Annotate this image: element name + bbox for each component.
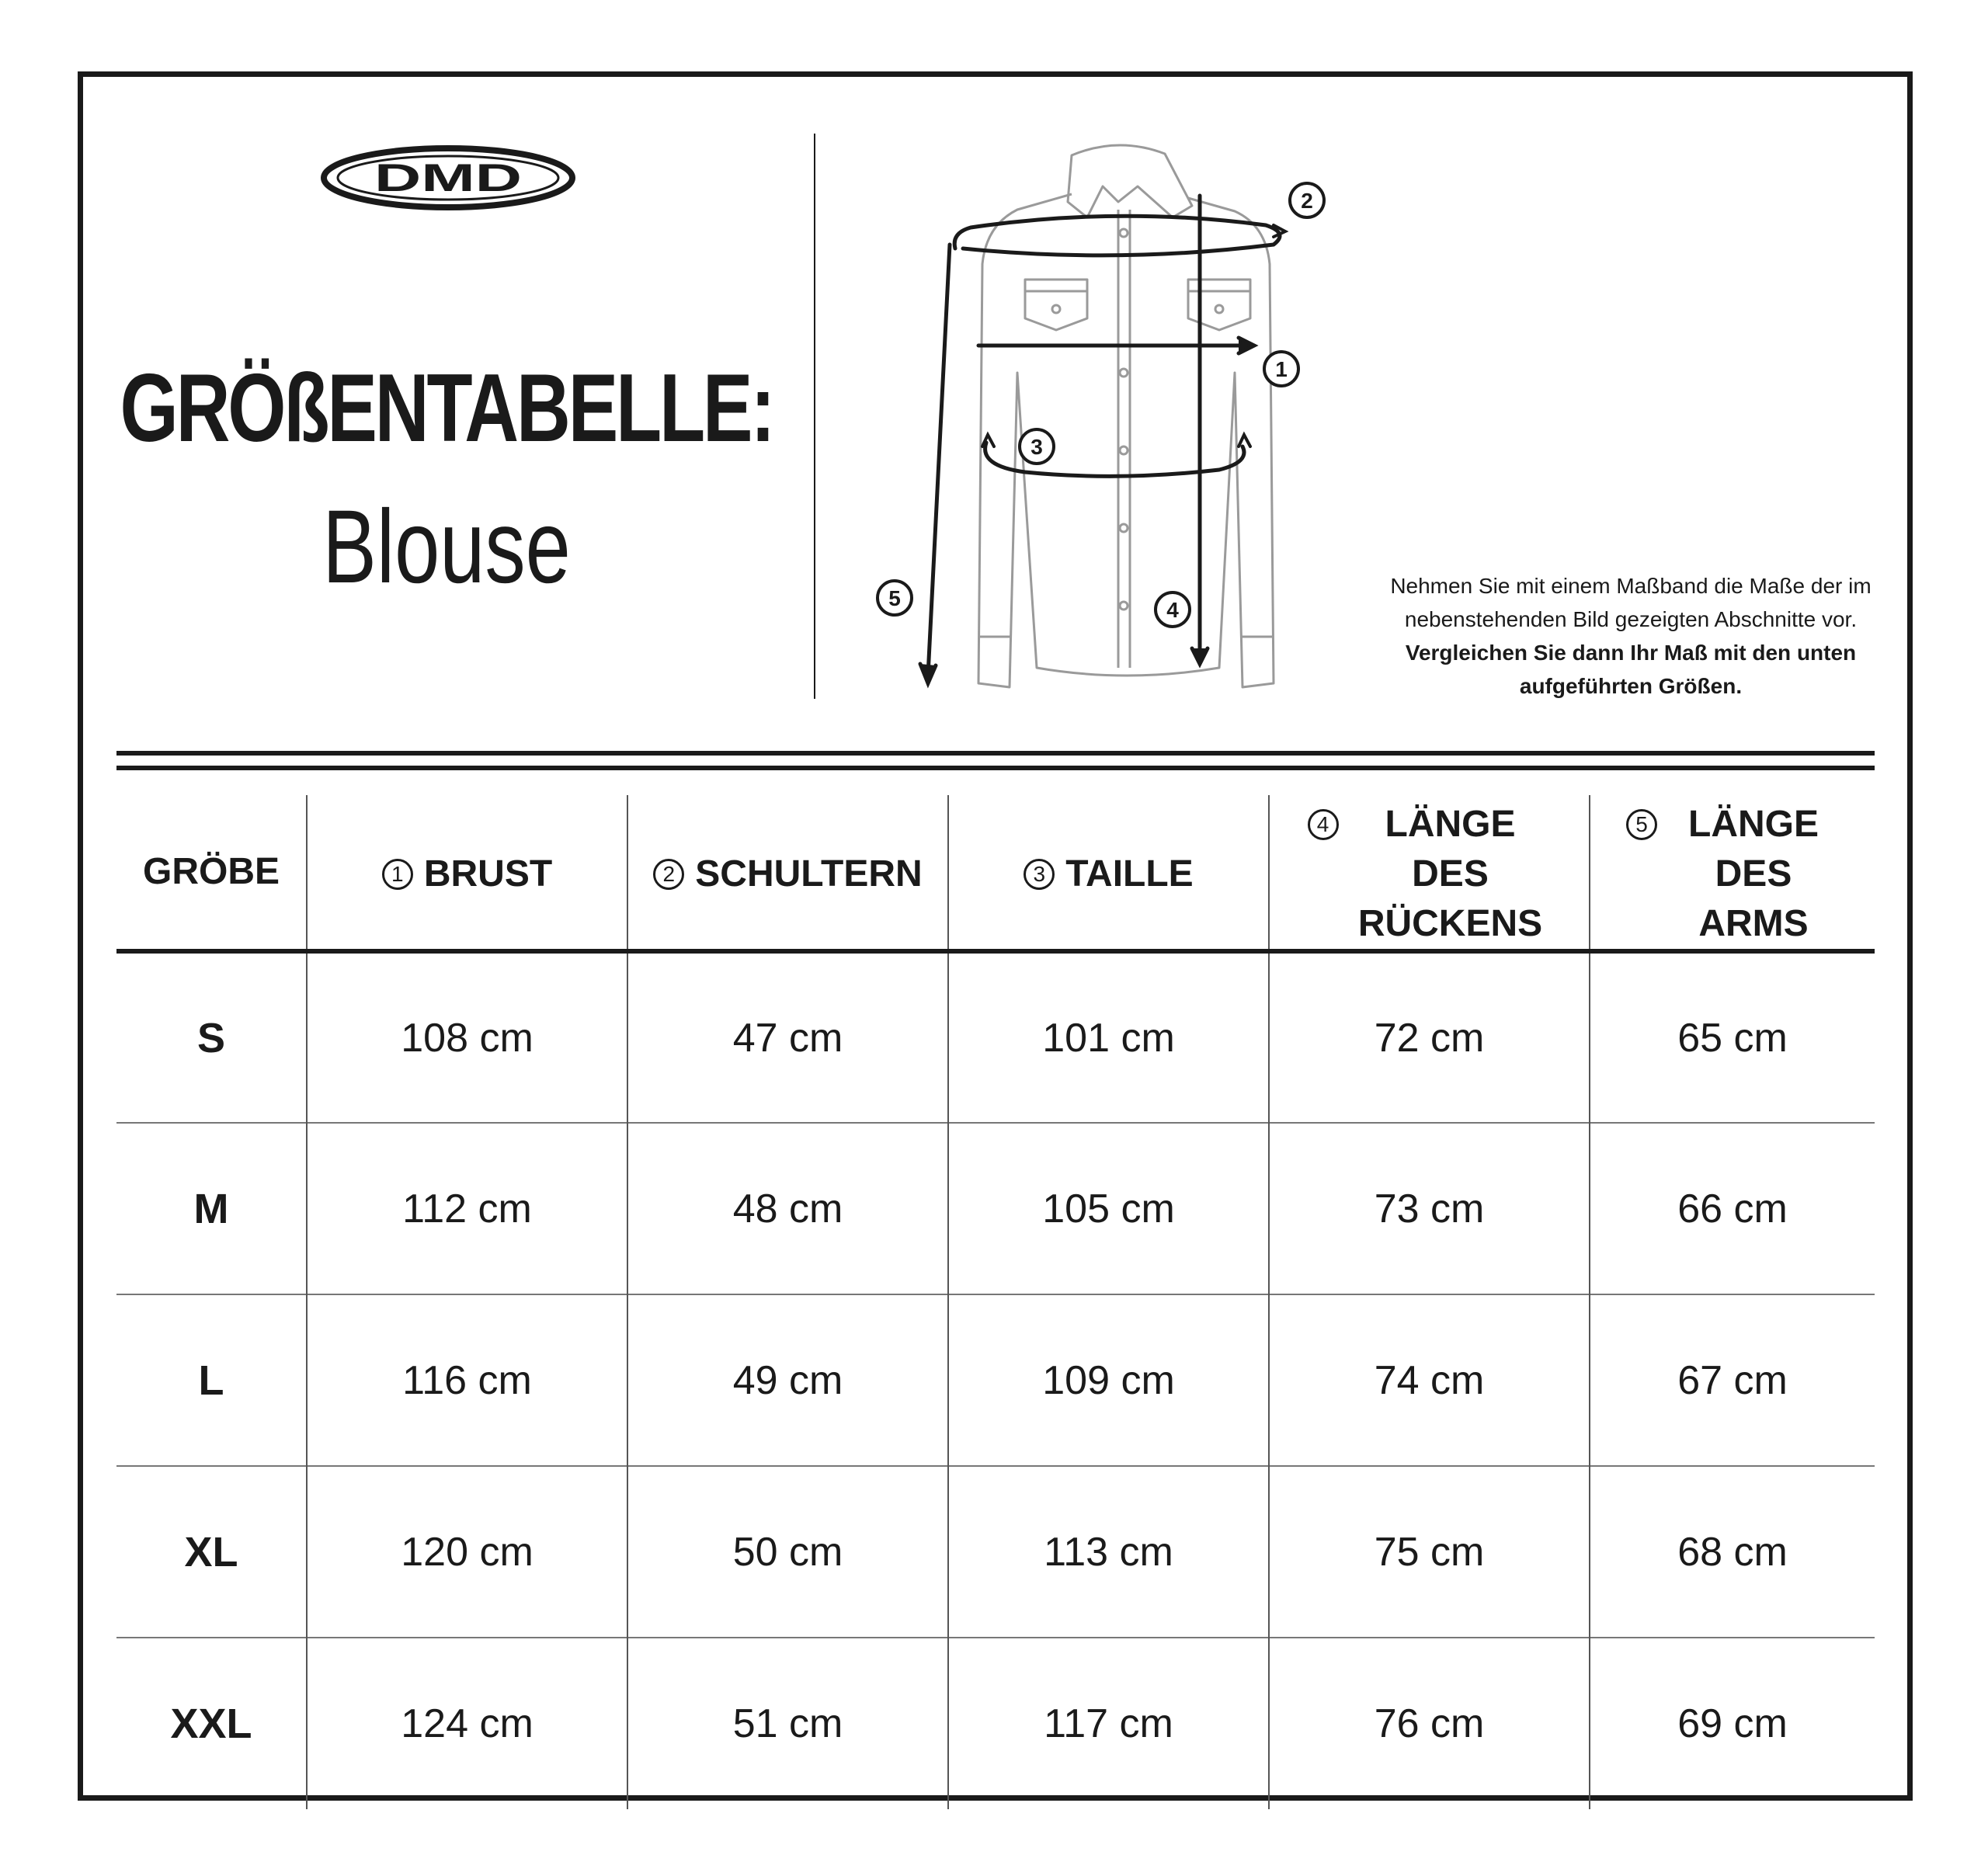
value-cell: 120 cm: [307, 1466, 627, 1638]
table-header-row: [116, 795, 1875, 951]
value-cell: 68 cm: [1590, 1466, 1875, 1638]
table-row: [116, 951, 1875, 1123]
value-cell: 74 cm: [1269, 1294, 1590, 1466]
value-cell: 66 cm: [1590, 1123, 1875, 1294]
value-cell: 67 cm: [1590, 1294, 1875, 1466]
col-header-shoulders: 2 SCHULTERN: [627, 795, 948, 951]
value-cell: 69 cm: [1590, 1638, 1875, 1809]
shirt-measurement-diagram: [854, 140, 1382, 707]
instruction-line: Vergleichen Sie dann Ihr Maß mit den unten: [1405, 641, 1857, 665]
table-row: [116, 1466, 1875, 1638]
marker-4: [1156, 592, 1190, 627]
value-cell: 72 cm: [1269, 951, 1590, 1123]
col-header-waist: 3 TAILLE: [948, 795, 1269, 951]
value-cell: 51 cm: [627, 1638, 948, 1809]
marker-1: [1264, 352, 1298, 386]
svg-text:2: 2: [1301, 189, 1313, 213]
double-rule-bottom: [116, 766, 1875, 770]
value-cell: 116 cm: [307, 1294, 627, 1466]
marker-3: [1020, 429, 1054, 464]
marker-2: [1290, 183, 1324, 217]
table-row: [116, 1294, 1875, 1466]
value-cell: 113 cm: [948, 1466, 1269, 1638]
value-cell: 109 cm: [948, 1294, 1269, 1466]
instruction-line: nebenstehenden Bild gezeigten Abschnitte vor.: [1404, 607, 1858, 631]
col-header-chest: 1 BRUST: [307, 795, 627, 951]
marker-5: [878, 581, 912, 615]
value-cell: 47 cm: [627, 951, 948, 1123]
value-cell: 50 cm: [627, 1466, 948, 1638]
header-divider: [814, 134, 815, 699]
value-cell: 76 cm: [1269, 1638, 1590, 1809]
size-cell: XXL: [116, 1638, 307, 1809]
value-cell: 101 cm: [948, 951, 1269, 1123]
size-cell: S: [196, 1014, 226, 1061]
col-header-back-length: 4 LÄNGE DES RÜCKENS: [1269, 795, 1590, 951]
double-rule-top: [116, 751, 1875, 756]
instruction-line: Nehmen Sie mit einem Maßband die Maße der im: [1390, 574, 1872, 598]
value-cell: 49 cm: [627, 1294, 948, 1466]
instruction-line: aufgeführten Größen.: [1519, 674, 1743, 698]
value-cell: 65 cm: [1590, 951, 1875, 1123]
value-cell: 75 cm: [1269, 1466, 1590, 1638]
size-cell: L: [116, 1294, 307, 1466]
logo-text: DMD: [374, 156, 522, 200]
size-cell: XL: [116, 1466, 307, 1638]
dmd-logo: [320, 144, 576, 211]
shirt-icon: [978, 145, 1274, 687]
col-header-arm-length: 5 LÄNGE DES ARMS: [1590, 795, 1875, 951]
svg-text:5: 5: [888, 586, 901, 610]
page-title: GRÖßENTABELLE:: [120, 355, 773, 462]
value-cell: 108 cm: [307, 951, 627, 1123]
value-cell: 73 cm: [1269, 1123, 1590, 1294]
measuring-instructions: [1367, 569, 1895, 703]
svg-text:4: 4: [1166, 598, 1179, 622]
col-header-size: GRÖBE: [116, 795, 307, 951]
size-cell: M: [116, 1123, 307, 1294]
svg-text:3: 3: [1030, 435, 1043, 459]
value-cell: 117 cm: [948, 1638, 1269, 1809]
value-cell: 105 cm: [948, 1123, 1269, 1294]
value-cell: 48 cm: [627, 1123, 948, 1294]
product-name: Blouse: [322, 489, 571, 605]
table-row: [116, 1638, 1875, 1809]
value-cell: 112 cm: [307, 1123, 627, 1294]
value-cell: 124 cm: [307, 1638, 627, 1809]
svg-text:1: 1: [1275, 357, 1288, 381]
table-row: [116, 1123, 1875, 1294]
size-table: [116, 795, 1875, 1809]
